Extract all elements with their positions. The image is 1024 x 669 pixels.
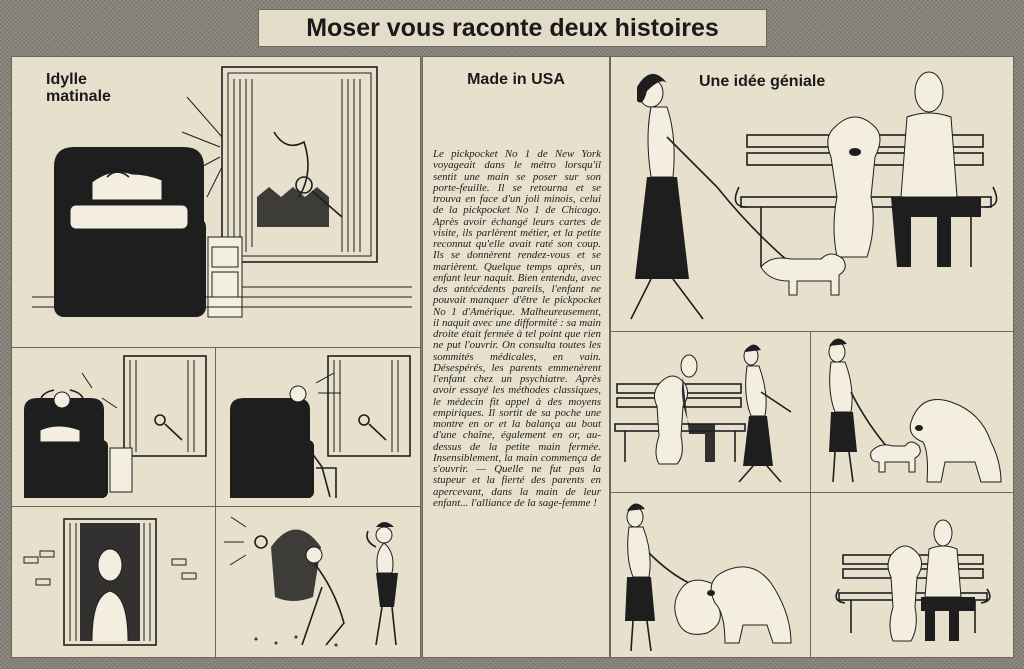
comic-panel-idee-1 — [610, 56, 1014, 332]
dogs-tangle-illustration — [611, 493, 810, 657]
comic-panel-idylle-1 — [11, 56, 421, 348]
page-title: Moser vous raconte deux histoires — [258, 9, 767, 47]
dogs-meet-illustration — [811, 332, 1013, 492]
comic-panel-idee-3 — [810, 331, 1014, 493]
comic-panel-idylle-2 — [11, 347, 216, 507]
comic-panel-idee-4 — [610, 492, 811, 658]
comic-panel-idylle-4 — [11, 506, 216, 658]
comic-panel-idylle-5 — [215, 506, 421, 658]
dog-on-bench-illustration — [811, 493, 1013, 657]
man-at-window-illustration — [12, 507, 215, 657]
comic-panel-idee-5 — [810, 492, 1014, 658]
story-title-idee-geniale: Une idée géniale — [699, 73, 826, 90]
comic-panel-idee-2 — [610, 331, 811, 493]
story-title-idylle: Idylle matinale — [46, 71, 111, 105]
dog-leaves-bench-illustration — [611, 332, 810, 492]
woman-waiting-illustration — [216, 507, 420, 657]
story-body-made-in-usa: Le pickpocket No 1 de New York voyageait dans le métro lorsqu'il sentit une main se poser sur son porte-feuille. Il se retourna et se trouva en face d'un joli minois, celui de la pickpocket No 1 de Chicago. Après avoir échangé leurs cartes de visite, ils parlèrent métier, et la petite reconnut qu'elle avait raté son coup. Ils se donnèrent rendez-vous et se marièrent. Quelque temps après, un enfant leur naquit. Bien entendu, avec des antécédents pareils, l'enfant ne pouvait manquer d'être le pickpocket No 1 d'Amérique. Malheureusement, il naquit avec une difformité : sa main droite était fermée à tel point que rien ne put l'ouvrir. On consulta toutes les sommités médicales, en vain. Désespérés, les parents emmenèrent l'enfant chez un psychiatre. Après avoir essayé les méthodes classiques, le médecin fit appel à des moyens empiriques. Il sortit de sa poche une montre en or et la balança au bout d'une chaîne, également en or, au-dessus de la petite main fermée. Insensiblement, la main commença de s'ouvrir. — Quelle ne fut pas la stupeur et la fierté des parents en apercevant, dans la main de leur enfant... l'alliance de la sage-femme ! — [433, 148, 601, 509]
text-column-made-in-usa — [422, 56, 610, 658]
story-title-made-in-usa: Made in USA — [467, 71, 565, 88]
man-rising-illustration — [216, 348, 420, 506]
comic-panel-idylle-3 — [215, 347, 421, 507]
woman-dog-bench-illustration — [611, 57, 1013, 331]
bed-stretch-illustration — [12, 348, 215, 506]
